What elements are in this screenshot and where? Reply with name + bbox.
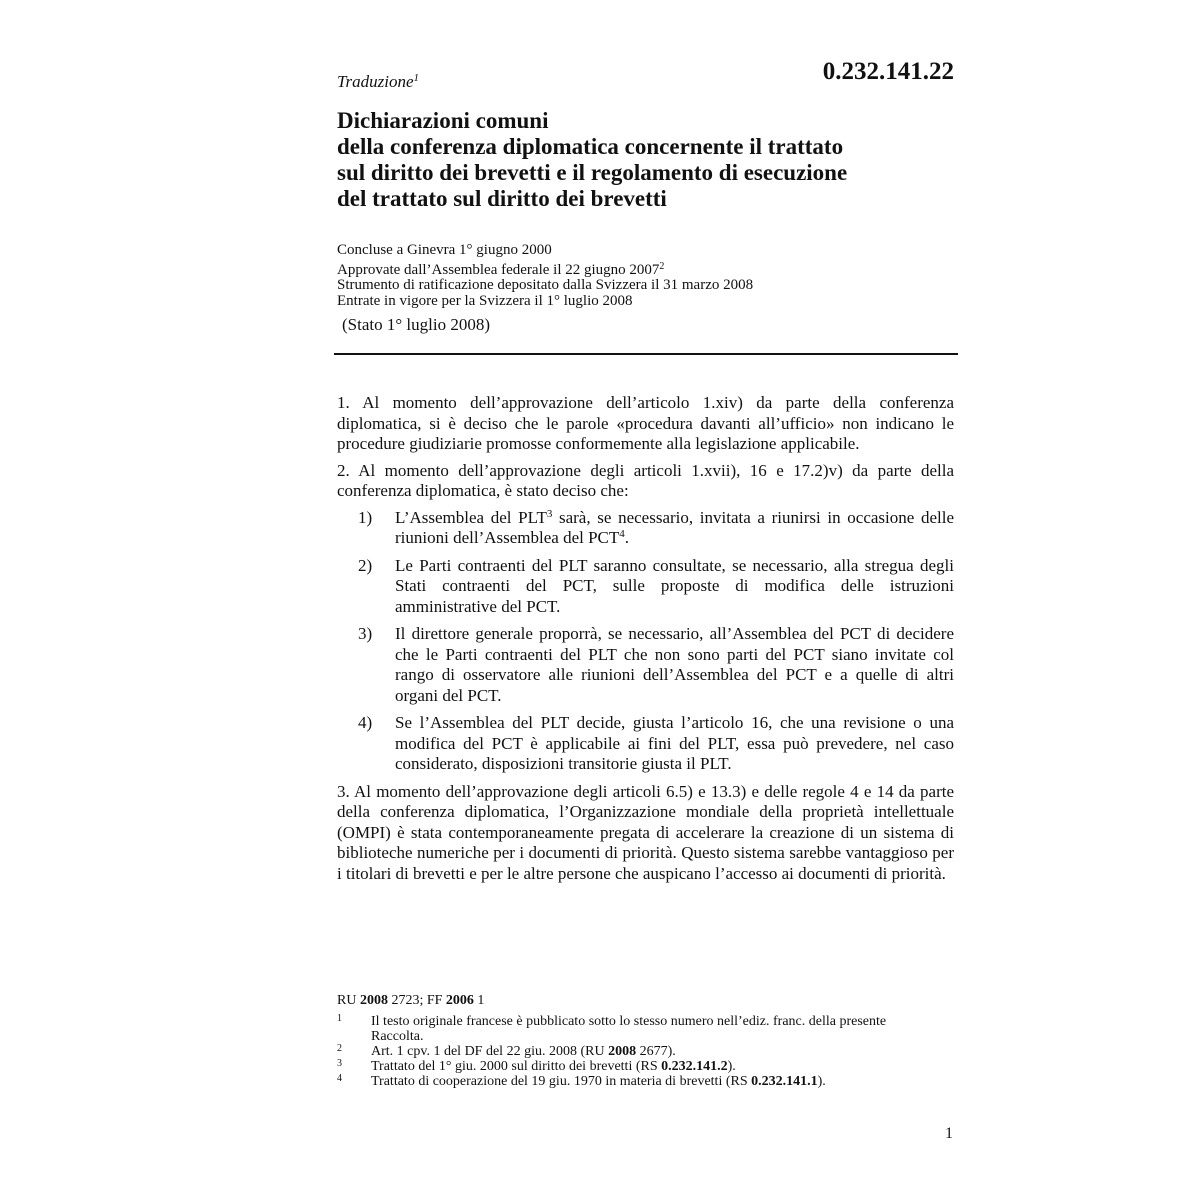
footnote-text: Il testo originale francese è pubblicato sotto lo stesso numero nell’ediz. franc. della presente Raccolta. (371, 1014, 887, 1044)
footnote-bold: 2008 (608, 1044, 637, 1059)
footnote-marker: 3 (546, 507, 553, 520)
footnote-marker: 2 (659, 260, 665, 272)
footnotes (337, 1014, 937, 1089)
list-item-text: Se l’Assemblea del PLT decide, giusta l’articolo 16, che una revisione o una modifica del PCT è applicabile ai fini del PLT, essa può prevedere, nel caso considerato, disposizioni transitorie giusta il PLT. (395, 713, 954, 773)
list-item (337, 508, 954, 549)
title-line: sul diritto dei brevetti e il regolamento di esecuzione (337, 160, 848, 185)
meta-approved-text: Approvate dall’Assemblea federale il 22 giugno 2007 (337, 261, 660, 278)
meta-in-force: Entrate in vigore per la Svizzera il 1° luglio 2008 (337, 292, 633, 309)
meta-approved (337, 259, 957, 279)
status-date: (Stato 1° luglio 2008) (342, 315, 490, 334)
ref-ff-year: 2006 (445, 993, 474, 1008)
translation-text: Traduzione (337, 72, 414, 91)
footnote-text: Art. 1 cpv. 1 del DF del 22 giu. 2008 (RU (371, 1044, 609, 1059)
footnote-bold: 0.232.141.1 (751, 1074, 818, 1089)
footnote-marker: 4 (619, 528, 625, 540)
list-item (337, 556, 954, 618)
footnote-text: ). (727, 1059, 736, 1074)
list-item-number: 2) (358, 555, 373, 575)
footnote-number: 2 (337, 1043, 342, 1054)
list-item (337, 624, 954, 706)
document-meta (337, 243, 957, 309)
footnote-text: Trattato di cooperazione del 19 giu. 1970 in materia di brevetti (RS (371, 1074, 752, 1089)
paragraph-2: 2. Al momento dell’approvazione degli articoli 1.xvii), 16 e 17.2)v) da parte della conferenza diplomatica, è stato deciso che: (337, 460, 954, 500)
meta-ratification: Strumento di ratificazione depositato dalla Svizzera il 31 marzo 2008 (337, 277, 754, 293)
footnote-bold: 0.232.141.2 (661, 1059, 728, 1074)
list-item-number: 4) (358, 713, 373, 732)
footnote-number: 3 (337, 1058, 342, 1069)
footnote-text: Trattato del 1° giu. 2000 sul diritto dei brevetti (RS (371, 1059, 662, 1074)
title-line: Dichiarazioni comuni (337, 108, 549, 133)
list-item-number: 3) (358, 624, 373, 643)
ref-ru-label: RU (337, 993, 360, 1008)
list-item-text: L’Assemblea del PLT (395, 507, 547, 527)
header-divider (334, 353, 958, 355)
footnote-number: 1 (337, 1013, 342, 1024)
list-item (337, 713, 954, 775)
footnote (337, 1044, 937, 1059)
sr-number: 0.232.141.22 (822, 58, 954, 85)
list-item-text: . (624, 528, 630, 547)
paragraph-1: 1. Al momento dell’approvazione dell’articolo 1.xiv) da parte della conferenza diplomatica, si è deciso che le parole «procedura davanti all’ufficio» non indicano le procedure giudiziarie promosse conformemente alla legislazione applicabile. (337, 393, 954, 453)
title-line: della conferenza diplomatica concernente il trattato (337, 134, 844, 159)
list-item-text: sarà, se necessario, invitata a riunirsi in occasione delle riunioni dell’Assemblea del PCT (395, 507, 954, 547)
document-title (337, 108, 957, 212)
footnote (337, 1014, 937, 1044)
footnote (337, 1059, 937, 1074)
page-number: 1 (945, 1125, 953, 1142)
footnote-text: ). (817, 1074, 826, 1089)
paragraph-3: 3. Al momento dell’approvazione degli articoli 6.5) e 13.3) e delle regole 4 e 14 da parte della conferenza diplomatica, l’Organizzazione mondiale della proprietà intellettuale (OMPI) è stata contemporaneamente pregata di accelerare la creazione di un sistema di biblioteche numeriche per i documenti di priorità. Questo sistema sarebbe vantaggioso per i titolari di brevetti e per le altre persone che auspicano l’accesso ai documenti di priorità. (337, 781, 954, 883)
footnote (337, 1074, 937, 1089)
list-item-number: 1) (358, 507, 373, 527)
ref-ru-rest: 2723; FF (387, 993, 446, 1008)
list-item-text: Le Parti contraenti del PLT saranno consultate, se necessario, alla stregua degli Stati contraenti del PCT, sulle proposte di modifica delle istruzioni amministrative del PCT. (395, 555, 954, 616)
footnote-marker: 1 (413, 72, 420, 84)
document-body (337, 393, 954, 890)
publication-reference (337, 993, 484, 1009)
list-item-text: Il direttore generale proporrà, se necessario, all’Assemblea del PCT di decidere che le Parti contraenti del PLT che non sono parti del PCT siano invitate col rango di osservatore alle riunioni dell’Assemblea del PCT e a quelle di altri organi del PCT. (395, 624, 954, 705)
title-line: del trattato sul diritto dei brevetti (337, 186, 667, 211)
footnote-text: 2677). (636, 1044, 676, 1059)
ref-ff-rest: 1 (473, 993, 485, 1008)
meta-concluded: Concluse a Ginevra 1° giugno 2000 (337, 242, 552, 258)
translation-label (337, 72, 419, 92)
ref-ru-year: 2008 (359, 993, 388, 1008)
footnote-number: 4 (337, 1073, 342, 1084)
decision-list (337, 508, 954, 775)
